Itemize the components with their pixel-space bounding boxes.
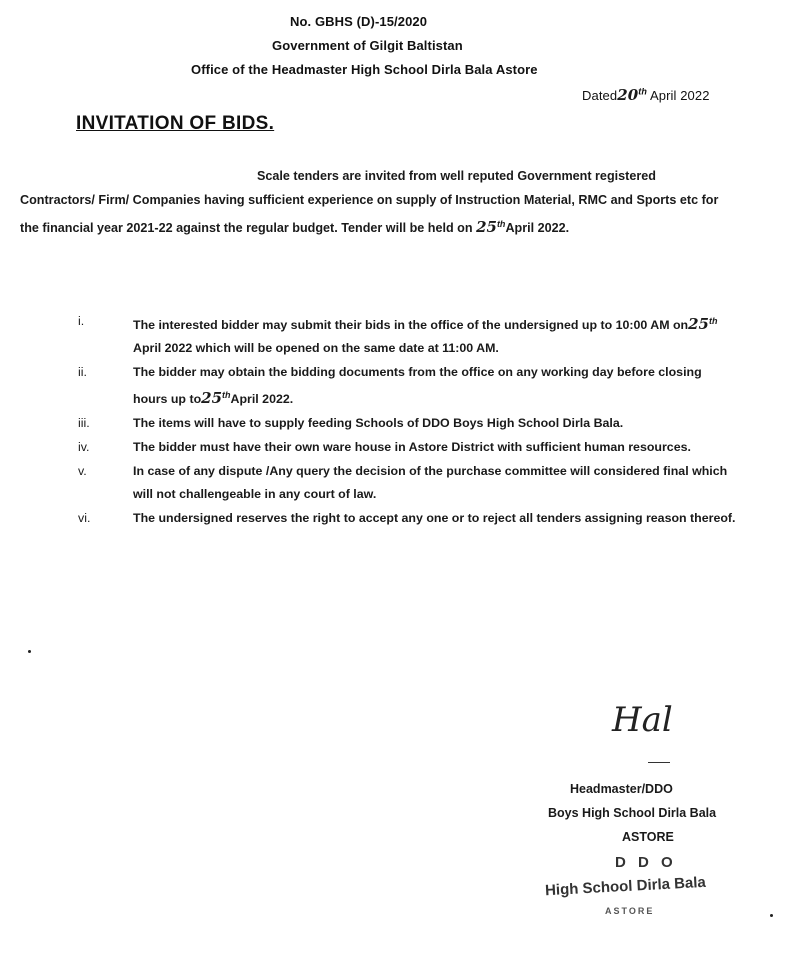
list-item bbox=[76, 507, 736, 530]
list-item bbox=[76, 436, 736, 459]
item-day-suffix: th bbox=[222, 390, 231, 401]
document-title: INVITATION OF BIDS. bbox=[76, 113, 275, 134]
stamp-line-place: ASTORE bbox=[605, 906, 655, 916]
signatory-place: ASTORE bbox=[622, 830, 674, 844]
item-day-suffix: th bbox=[709, 316, 718, 326]
dated-rest: April 2022 bbox=[649, 88, 710, 103]
signatory-role: Headmaster/DDO bbox=[570, 782, 673, 796]
intro-day-suffix: th bbox=[496, 219, 506, 229]
official-stamp bbox=[545, 852, 755, 932]
intro-text-end: April 2022. bbox=[505, 221, 570, 236]
item-day: 25 bbox=[201, 389, 223, 408]
conditions-list bbox=[76, 310, 736, 531]
speck-mark bbox=[28, 650, 31, 653]
item-text-a: The bidder may obtain the bidding documents from the office on any working day before closing hours up to bbox=[133, 365, 702, 407]
item-number: v. bbox=[78, 464, 87, 479]
dated-day: 20 bbox=[617, 86, 639, 104]
dated-suffix: th bbox=[638, 86, 647, 97]
list-item bbox=[76, 361, 736, 411]
item-number: iii. bbox=[78, 416, 90, 431]
list-item bbox=[76, 460, 736, 506]
government-name: Government of Gilgit Baltistan bbox=[272, 38, 463, 53]
document-date bbox=[582, 86, 710, 104]
item-text-b: April 2022. bbox=[230, 392, 294, 407]
intro-day: 25 bbox=[476, 218, 497, 237]
item-text-a: The interested bidder may submit their bids in the office of the undersigned up to 10:00 AM on bbox=[133, 318, 689, 333]
item-text: In case of any dispute /Any query the decision of the purchase committee will considered final which will not challengeable in any court of law. bbox=[133, 464, 728, 502]
item-number: iv. bbox=[78, 440, 90, 455]
speck-mark bbox=[770, 914, 773, 917]
stamp-line-school: High School Dirla Bala bbox=[544, 873, 707, 900]
office-name: Office of the Headmaster High School Dirla Bala Astore bbox=[191, 62, 538, 77]
item-number: i. bbox=[78, 314, 85, 328]
dated-prefix: Dated bbox=[582, 88, 618, 103]
item-text bbox=[133, 310, 736, 360]
item-text-b: April 2022 which will be opened on the same date at 11:00 AM. bbox=[133, 341, 499, 356]
item-text: The undersigned reserves the right to accept any one or to reject all tenders assigning reason thereof. bbox=[133, 511, 736, 526]
handwritten-signature: Hal bbox=[612, 700, 673, 740]
item-text: The bidder must have their own ware house in Astore District with sufficient human resources. bbox=[133, 440, 691, 455]
stamp-line-ddo: D D O bbox=[615, 854, 677, 871]
signature-underline bbox=[648, 762, 670, 763]
intro-text: Scale tenders are invited from well reputed Government registered Contractors/ Firm/ Companies having sufficient experience on supply of Instruction Material, RMC and Sports etc for the financial year 2021-22 against the regular budget. Tender will be held on bbox=[20, 169, 719, 236]
item-number: ii. bbox=[78, 365, 87, 380]
item-number: vi. bbox=[78, 511, 91, 526]
item-text bbox=[133, 361, 736, 411]
signatory-school: Boys High School Dirla Bala bbox=[548, 806, 717, 820]
intro-paragraph bbox=[20, 164, 720, 240]
item-text: The items will have to supply feeding Schools of DDO Boys High School Dirla Bala. bbox=[133, 416, 624, 431]
item-day: 25 bbox=[688, 315, 709, 334]
list-item bbox=[76, 310, 736, 360]
list-item bbox=[76, 412, 736, 435]
reference-number: No. GBHS (D)-15/2020 bbox=[290, 14, 428, 29]
